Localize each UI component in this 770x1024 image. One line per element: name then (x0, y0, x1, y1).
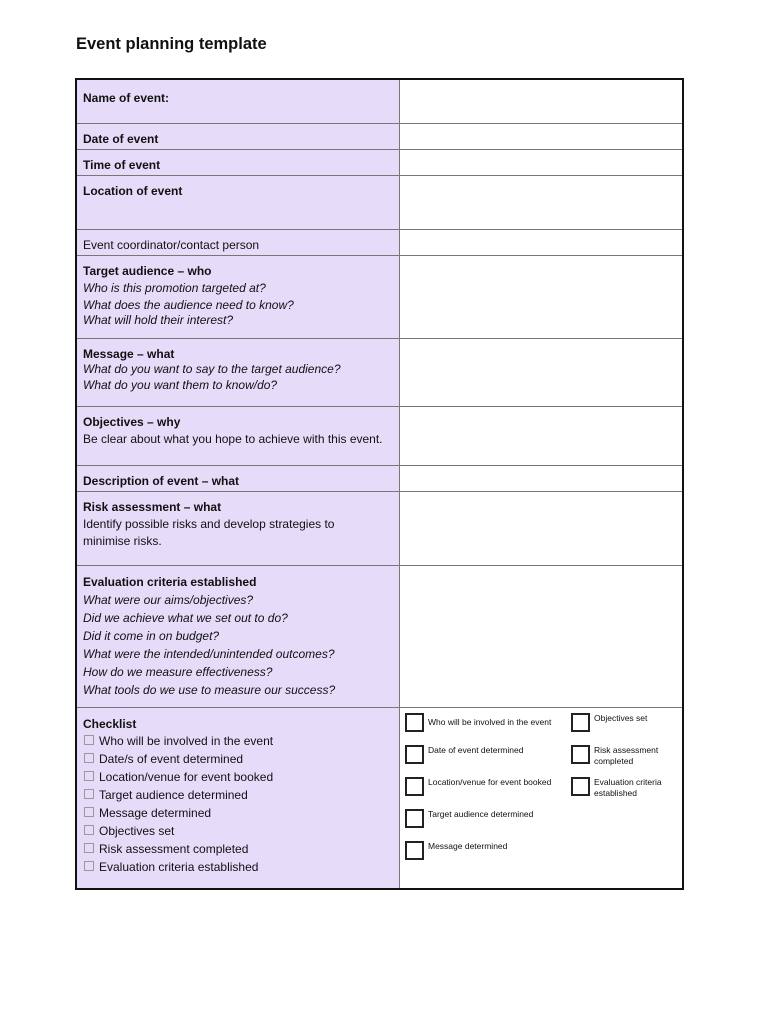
checkbox-bullet-icon (84, 861, 94, 871)
checklist-item: Date/s of event determined (83, 750, 393, 768)
checkbox-square-icon[interactable] (571, 713, 590, 732)
label-cell (76, 338, 400, 406)
row-line: Identify possible risks and develop strategies to (83, 516, 335, 531)
event-coordinator-field[interactable] (400, 229, 684, 255)
row-line: Did we achieve what we set out to do? (83, 610, 288, 625)
checkbox-square-icon[interactable] (571, 777, 590, 796)
checkbox-bullet-icon (84, 735, 94, 745)
target-audience-field[interactable] (400, 255, 684, 338)
label-cell (76, 175, 400, 229)
checklist-cell (76, 707, 400, 889)
checklist-item: Risk assessment completed (83, 840, 393, 858)
checklist-item: Objectives set (83, 822, 393, 840)
checkbox-date-determined[interactable] (405, 745, 523, 764)
label-cell (76, 79, 400, 123)
row-line: What tools do we use to measure our success? (83, 682, 336, 697)
row-heading: Evaluation criteria established (83, 574, 257, 589)
row-line: What does the audience need to know? (83, 297, 294, 312)
row-heading: Risk assessment – what (83, 499, 222, 514)
time-of-event-field[interactable] (400, 149, 684, 175)
form-row-date (76, 123, 683, 149)
checkbox-label: Date of event determined (428, 744, 524, 755)
row-heading: Message – what (83, 346, 175, 361)
row-line: What do you want them to know/do? (83, 377, 278, 392)
checkbox-objectives-set[interactable] (571, 713, 647, 732)
checkbox-label: Objectives set (594, 712, 648, 723)
label-cell (76, 229, 400, 255)
checkbox-bullet-icon (84, 843, 94, 853)
checkbox-bullet-icon (84, 807, 94, 817)
page-title: Event planning template (76, 35, 267, 53)
checkbox-who-involved[interactable] (405, 713, 551, 732)
label-cell (76, 565, 400, 707)
form-row-objectives (76, 406, 683, 465)
form-row-checklist (76, 707, 683, 889)
row-heading: Location of event (83, 183, 183, 198)
row-heading: Objectives – why (83, 414, 181, 429)
checkbox-bullet-icon (84, 789, 94, 799)
checkbox-risk-assessment[interactable] (571, 745, 666, 767)
row-line: What will hold their interest? (83, 312, 234, 327)
row-line: What were our aims/objectives? (83, 592, 254, 607)
message-field[interactable] (400, 338, 684, 406)
checkbox-evaluation-criteria[interactable] (571, 777, 666, 799)
checkbox-label: Risk assessment completed (594, 744, 659, 766)
row-line: Who is this promotion targeted at? (83, 280, 266, 295)
form-row-name (76, 79, 683, 123)
risk-assessment-field[interactable] (400, 491, 684, 565)
checkbox-label: Target audience determined (428, 808, 534, 819)
row-line: How do we measure effectiveness? (83, 664, 273, 679)
checkbox-bullet-icon (84, 753, 94, 763)
checklist-item: Who will be involved in the event (83, 732, 393, 750)
checkbox-label: Who will be involved in the event (428, 716, 552, 727)
row-line: What were the intended/unintended outcomes? (83, 646, 335, 661)
row-line: Did it come in on budget? (83, 628, 220, 643)
date-of-event-field[interactable] (400, 123, 684, 149)
row-line: What do you want to say to the target audience? (83, 361, 341, 376)
form-row-evaluation (76, 565, 683, 707)
form-row-coordinator (76, 229, 683, 255)
objectives-field[interactable] (400, 406, 684, 465)
row-heading: Time of event (83, 157, 161, 172)
checklist-heading: Checklist (83, 716, 137, 731)
checkbox-square-icon[interactable] (405, 713, 424, 732)
row-line: Be clear about what you hope to achieve with this event. (83, 431, 383, 446)
location-of-event-field[interactable] (400, 175, 684, 229)
checkbox-bullet-icon (84, 771, 94, 781)
row-heading: Target audience – who (83, 263, 212, 278)
checklist-item: Message determined (83, 804, 393, 822)
checkbox-square-icon[interactable] (405, 841, 424, 860)
row-line: minimise risks. (83, 533, 162, 548)
form-row-location (76, 175, 683, 229)
label-cell (76, 465, 400, 491)
checkbox-target-audience[interactable] (405, 809, 533, 828)
label-cell (76, 406, 400, 465)
evaluation-field[interactable] (400, 565, 684, 707)
form-row-description (76, 465, 683, 491)
checklist-item: Evaluation criteria established (83, 858, 393, 876)
checkbox-label: Evaluation criteria established (594, 776, 662, 798)
event-planning-form (75, 78, 684, 890)
form-row-risk-assessment (76, 491, 683, 565)
row-line: Event coordinator/contact person (83, 237, 260, 252)
checkbox-square-icon[interactable] (571, 745, 590, 764)
row-heading: Name of event: (83, 91, 170, 105)
form-row-message (76, 338, 683, 406)
checklist-item: Target audience determined (83, 786, 393, 804)
label-cell (76, 491, 400, 565)
checkbox-bullet-icon (84, 825, 94, 835)
label-cell (76, 255, 400, 338)
row-heading: Date of event (83, 131, 159, 146)
row-heading: Description of event – what (83, 473, 240, 488)
label-cell (76, 149, 400, 175)
form-row-target-audience (76, 255, 683, 338)
checkbox-label: Location/venue for event booked (428, 776, 552, 787)
checkbox-label: Message determined (428, 840, 508, 851)
checkbox-square-icon[interactable] (405, 809, 424, 828)
checkbox-square-icon[interactable] (405, 745, 424, 764)
checklist-checkboxes (400, 707, 684, 889)
checkbox-message[interactable] (405, 841, 507, 860)
checkbox-square-icon[interactable] (405, 777, 424, 796)
description-field[interactable] (400, 465, 684, 491)
checklist-item: Location/venue for event booked (83, 768, 393, 786)
label-cell (76, 123, 400, 149)
name-of-event-field[interactable] (400, 79, 684, 123)
form-row-time (76, 149, 683, 175)
checkbox-location-booked[interactable] (405, 777, 551, 796)
